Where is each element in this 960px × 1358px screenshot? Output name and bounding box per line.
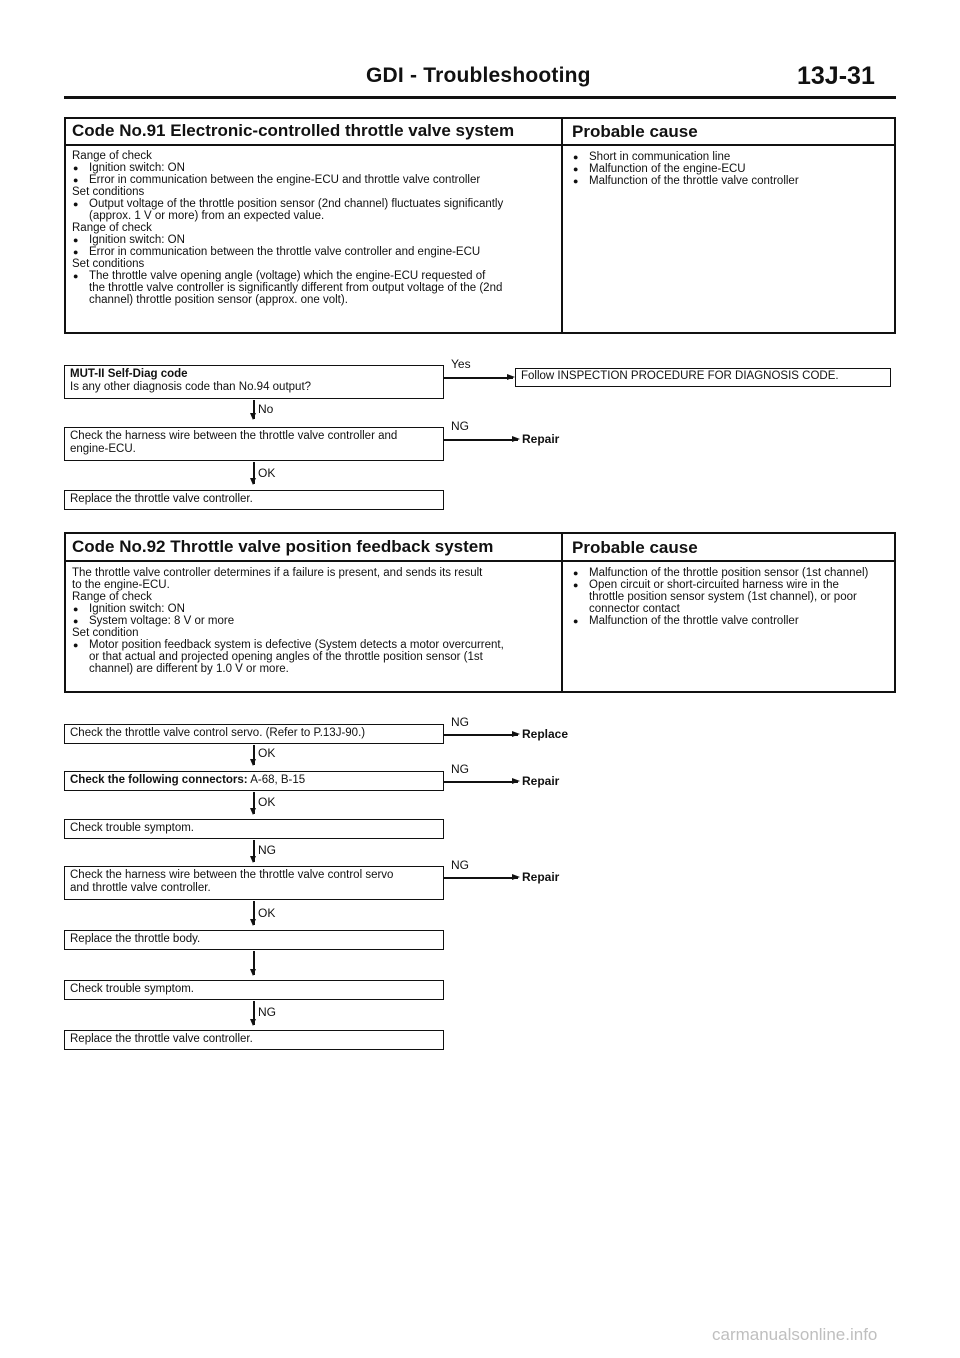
flow2-throttle-body-box [64,930,444,950]
header-rule [64,96,896,99]
flow2-s2-ok-label: OK [258,795,276,809]
flow2-s4-ng-arrow [444,877,518,879]
flow2-s2-ok-arrow [253,792,255,814]
check-line: ● The throttle valve opening angle (voltage) which the engine-ECU requested of [72,270,556,282]
flow1-no-arrow [253,400,255,419]
check-line: ● Error in communication between the engine-ECU and throttle valve controller [72,174,556,186]
harness-check-line: engine-ECU. [70,443,136,455]
harness-check-line: Check the harness wire between the throttle valve controller and [70,430,398,442]
follow-procedure-text: Follow INSPECTION PROCEDURE FOR DIAGNOSIS CODE. [521,370,839,382]
page-title: GDI - Troubleshooting [366,64,591,87]
flow2-s4-ok-arrow [253,901,255,925]
code-92-cause-title: Probable cause [572,538,698,557]
cause-item: ● Malfunction of the throttle valve controller [572,175,892,187]
flow2-s6-ng-label: NG [258,1005,276,1019]
flow1-yes-label: Yes [451,357,471,371]
replace-controller-text: Replace the throttle valve controller. [70,493,253,505]
check-line: ● System voltage: 8 V or more [72,615,556,627]
watermark: carmanualsonline.info [712,1325,878,1344]
check-line: Range of check [72,150,152,162]
harness-check-line: and throttle valve controller. [70,882,211,894]
connectors-list: A-68, B-15 [247,774,306,786]
replace-body-text: Replace the throttle body. [70,933,201,945]
cause-item: ● Malfunction of the throttle valve controller [572,615,892,627]
check-line: ● Ignition switch: ON [72,162,556,174]
flow2-symptom-box-1 [64,819,444,839]
flow2-repair-result-2: Repair [522,870,560,884]
page-number: 13J-31 [797,62,875,90]
flow2-s4-ok-label: OK [258,906,276,920]
code-91-check-text [72,150,556,306]
flow2-s4-ng-label: NG [451,858,469,872]
cause-item: throttle position sensor system (1st channel), or poor [589,591,857,603]
flow2-connectors-box [64,771,444,791]
check-line: Range of check [72,591,152,603]
check-line: channel) throttle position sensor (approx. one volt). [89,294,348,306]
check-line: Set conditions [72,186,145,198]
code-91-causes [572,151,892,187]
flow2-replace-result: Replace [522,727,569,741]
code-92-table [64,532,896,693]
check-line: Range of check [72,222,152,234]
check-line: ● Ignition switch: ON [72,603,556,615]
code-92-title: Code No.92 Throttle valve position feedback system [72,537,494,556]
connectors-label: Check the following connectors: [70,774,248,786]
selfdiag-question: Is any other diagnosis code than No.94 output? [70,381,312,393]
flow2-repair-result-1: Repair [522,774,560,788]
check-line: The throttle valve controller determines if a failure is present, and sends its result [72,567,483,579]
flow2-s1-ok-arrow [253,745,255,765]
check-line: ● Motor position feedback system is defective (System detects a motor overcurrent, [72,639,556,651]
flow2-symptom-box-2 [64,980,444,1000]
check-line: ● Error in communication between the throttle valve controller and engine-ECU [72,246,556,258]
flow1-follow-box [515,368,891,387]
harness-check-line: Check the harness wire between the throttle valve control servo [70,869,394,881]
check-line: Set condition [72,627,139,639]
flow2-s3-ng-arrow [253,840,255,862]
flow1-selfdiag-box [64,365,444,399]
flow2-s1-ok-label: OK [258,746,276,760]
cause-item: connector contact [589,603,680,615]
replace-controller-text: Replace the throttle valve controller. [70,1033,253,1045]
flow1-ng-label: NG [451,419,469,433]
code-92-check-text [72,567,556,675]
cause-item: ● Malfunction of the throttle position sensor (1st channel) [572,567,892,579]
cause-item: ● Malfunction of the engine-ECU [572,163,892,175]
flow2-s1-ng-label: NG [451,715,469,729]
flow1-ng-arrow [444,439,518,441]
code-92-causes [572,567,892,627]
flow2-replace-controller-box [64,1030,444,1050]
flow2-s2-ng-arrow [444,781,518,783]
flow2-s6-ng-arrow [253,1001,255,1025]
flow1-harness-box [64,427,444,461]
selfdiag-title: MUT-II Self-Diag code [70,368,188,380]
flow2-s3-ng-label: NG [258,843,276,857]
check-line: the throttle valve controller is significantly different from output voltage of the (2nd [89,282,503,294]
check-line: ● Output voltage of the throttle position sensor (2nd channel) fluctuates significantly [72,198,556,210]
cause-item: ● Open circuit or short-circuited harness wire in the [572,579,892,591]
check-line: (approx. 1 V or more) from an expected value. [89,210,325,222]
flow2-harness-box [64,866,444,900]
flow2-s2-ng-label: NG [451,762,469,776]
flow2-s1-ng-arrow [444,734,518,736]
check-line: channel) are different by 1.0 V or more. [89,663,289,675]
flow1-no-label: No [258,402,274,416]
code-91-cause-title: Probable cause [572,122,698,141]
symptom-check-text: Check trouble symptom. [70,983,194,995]
flow1-ok-arrow [253,462,255,484]
code-91-title: Code No.91 Electronic-controlled throttle valve system [72,121,515,140]
flow1-ok-label: OK [258,466,276,480]
check-line: to the engine-ECU. [72,579,170,591]
check-line: Set conditions [72,258,145,270]
check-line: ● Ignition switch: ON [72,234,556,246]
flow2-servo-box [64,724,444,744]
check-line: or that actual and projected opening angles of the throttle position sensor (1st [89,651,483,663]
symptom-check-text: Check trouble symptom. [70,822,194,834]
flow1-repair-result: Repair [522,432,560,446]
code-91-table [64,117,896,334]
cause-item: ● Short in communication line [572,151,892,163]
flow1-replace-box [64,490,444,510]
servo-check-text: Check the throttle valve control servo. (Refer to P.13J-90.) [70,727,366,739]
flow2-s5-arrow [253,951,255,975]
flow1-yes-arrow [444,377,513,379]
